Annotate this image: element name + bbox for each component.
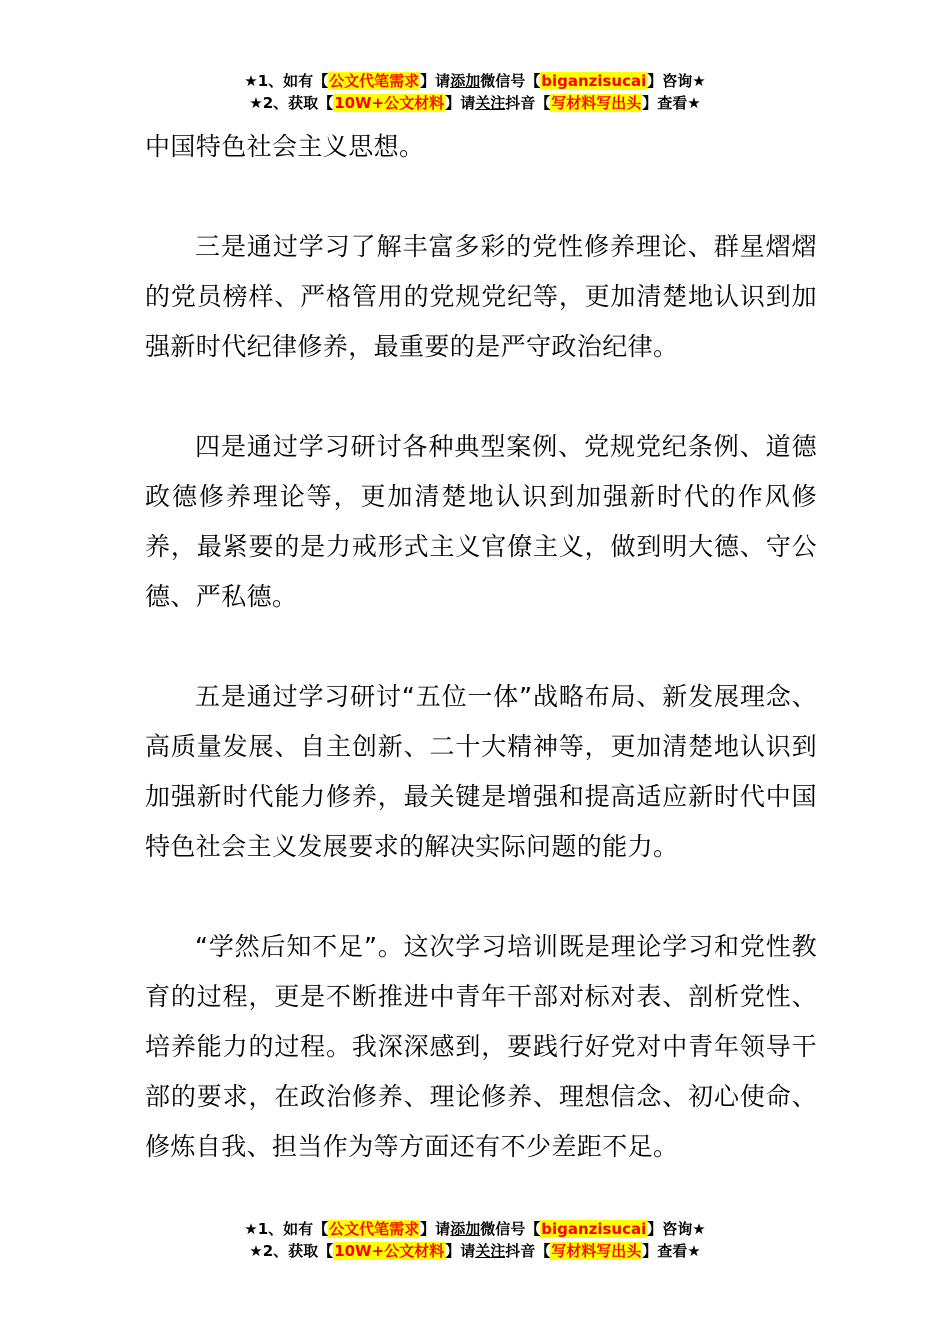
highlight-service: 公文代笔需求 (329, 72, 420, 90)
paragraph-style: 四是通过学习研讨各种典型案例、党规党纪条例、道德政德修养理论等，更加清楚地认识到加强新时代的作风修养，最紧要的是力戒形式主义官僚主义，做到明大德、守公德、严私德。 (145, 432, 817, 611)
highlight-douyin: 写材料写出头 (551, 1242, 642, 1260)
footer-banner (0, 1218, 950, 1262)
highlight-materials: 10W+公文材料 (334, 94, 445, 112)
highlight-wechat-id: biganzisucai (541, 1220, 647, 1238)
banner-line-1: ★1、如有【公文代笔需求】请添加微信号【biganzisucai】咨询★ (244, 1220, 706, 1238)
paragraph-conclusion: “学然后知不足”。这次学习培训既是理论学习和党性教育的过程，更是不断推进中青年干部对标对表、剖析党性、培养能力的过程。我深深感到，要践行好党对中青年领导干部的要求，在政治修养、理论修养、理想信念、初心使命、修炼自我、担当作为等方面还有不少差距不足。 (145, 932, 817, 1161)
highlight-wechat-id: biganzisucai (541, 72, 647, 90)
highlight-materials: 10W+公文材料 (334, 1242, 445, 1260)
paragraph-ability: 五是通过学习研讨“五位一体”战略布局、新发展理念、高质量发展、自主创新、二十大精神等，更加清楚地认识到加强新时代能力修养，最关键是增强和提高适应新时代中国特色社会主义发展要求的解决实际问题的能力。 (145, 682, 817, 861)
banner-line-1: ★1、如有【公文代笔需求】请添加微信号【biganzisucai】咨询★ (244, 72, 706, 90)
highlight-service: 公文代笔需求 (329, 1220, 420, 1238)
paragraph-continuation: 中国特色社会主义思想。 (145, 132, 425, 161)
highlight-douyin: 写材料写出头 (551, 94, 642, 112)
paragraph-discipline: 三是通过学习了解丰富多彩的党性修养理论、群星熠熠的党员榜样、严格管用的党规党纪等，更加清楚地认识到加强新时代纪律修养，最重要的是严守政治纪律。 (145, 232, 817, 361)
document-body (145, 122, 817, 1222)
banner-line-2: ★2、获取【10W+公文材料】请关注抖音【写材料写出头】查看★ (249, 1242, 701, 1260)
banner-line-2: ★2、获取【10W+公文材料】请关注抖音【写材料写出头】查看★ (249, 94, 701, 112)
header-banner (0, 70, 950, 114)
